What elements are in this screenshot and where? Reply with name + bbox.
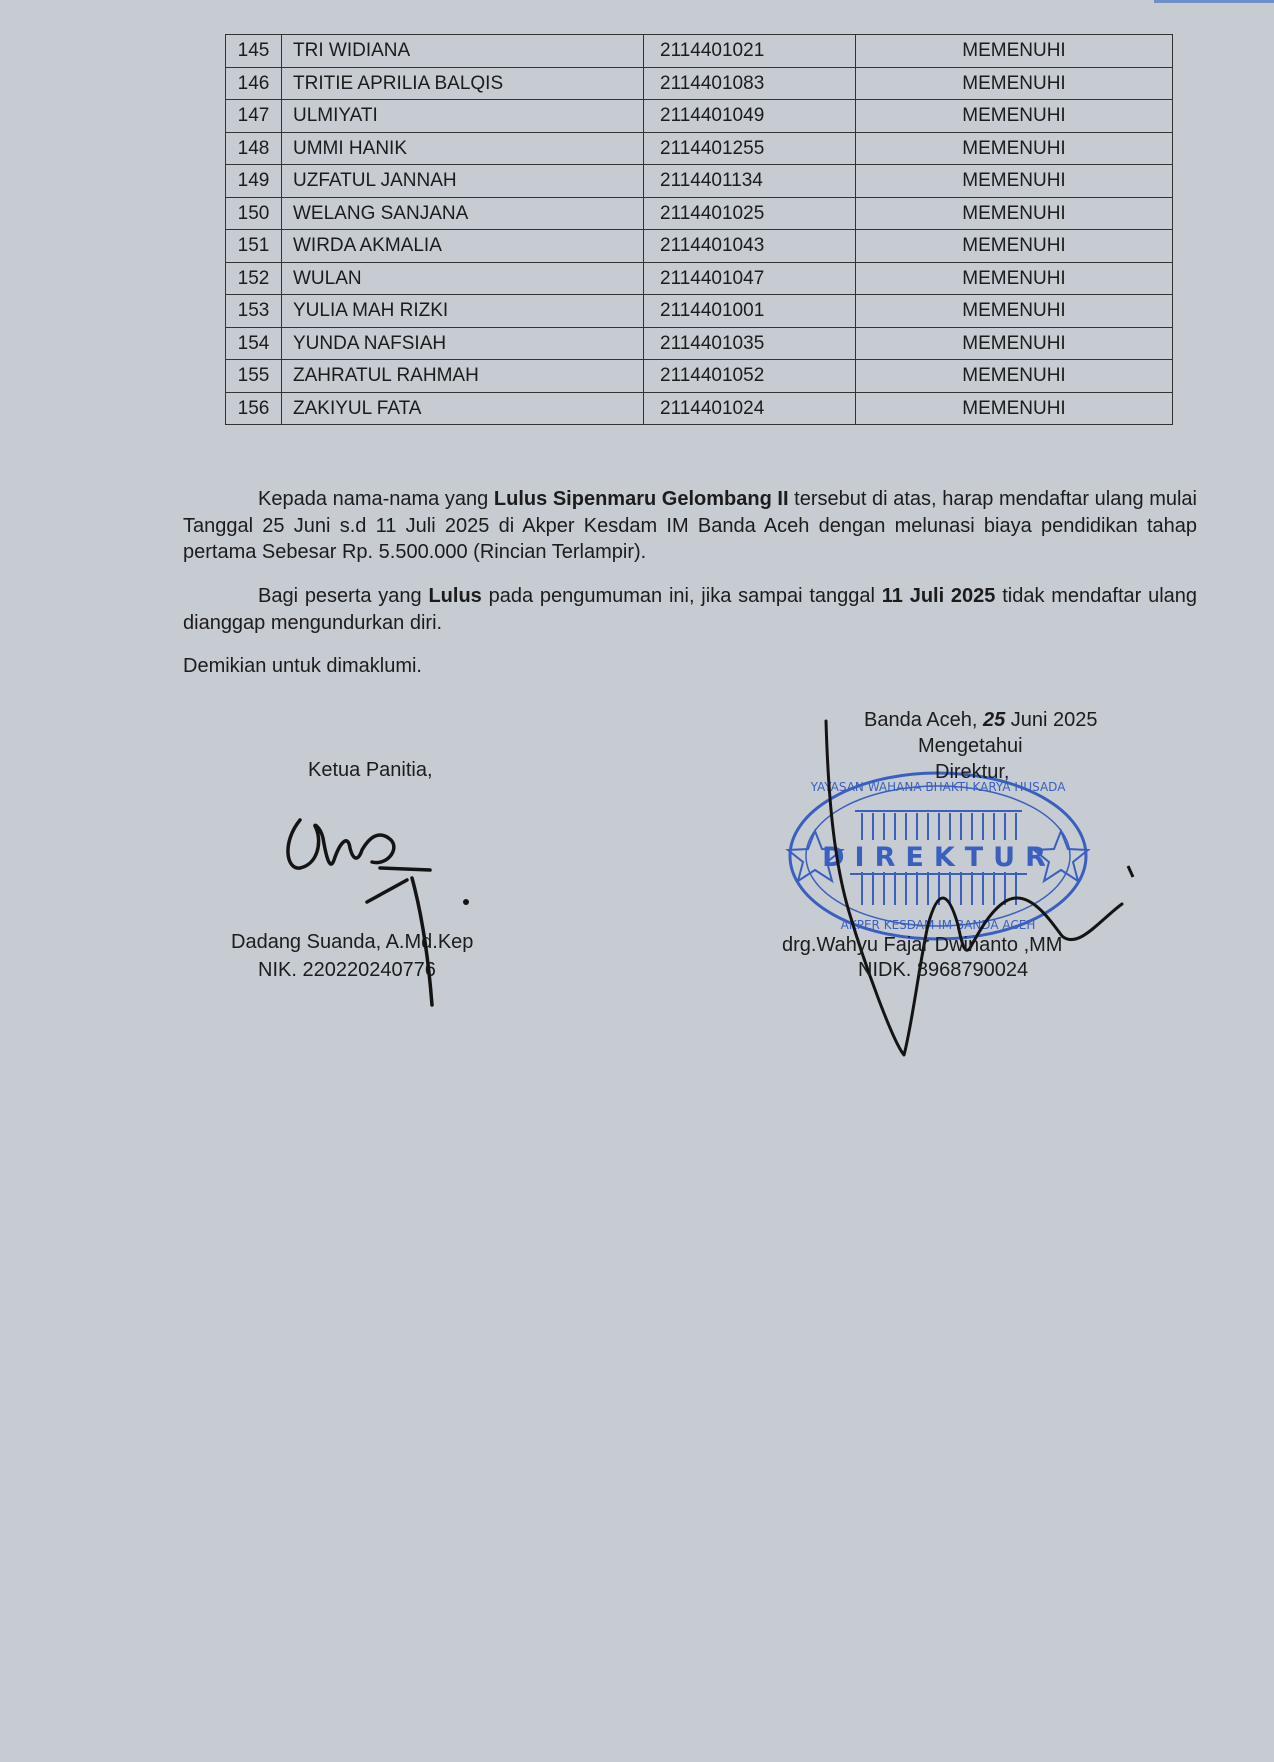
status-cell: MEMENUHI: [856, 35, 1173, 68]
table-row: [226, 360, 1173, 393]
status-cell: MEMENUHI: [856, 327, 1173, 360]
status-cell: MEMENUHI: [856, 360, 1173, 393]
student-name: WIRDA AKMALIA: [282, 230, 644, 263]
director-name: drg.Wahyu Fajar Dwinanto ,MM: [782, 934, 1063, 956]
director-label: Direktur,: [935, 761, 1010, 783]
student-name: ULMIYATI: [282, 100, 644, 133]
place-text: Banda Aceh,: [864, 709, 983, 731]
table-row: [226, 230, 1173, 263]
results-table-body: [226, 35, 1173, 425]
row-number: 152: [226, 262, 282, 295]
student-name: TRITIE APRILIA BALQIS: [282, 67, 644, 100]
row-number: 150: [226, 197, 282, 230]
student-id: 2114401052: [644, 360, 856, 393]
paragraph-bold-text: Lulus Sipenmaru Gelombang II: [493, 488, 789, 510]
committee-chair-label: Ketua Panitia,: [308, 759, 433, 781]
table-row: [226, 67, 1173, 100]
signature-mark: [1128, 866, 1133, 877]
student-name: ZAHRATUL RAHMAH: [282, 360, 644, 393]
paragraph-text: Kepada nama-nama yang: [258, 488, 494, 510]
row-number: 148: [226, 132, 282, 165]
status-cell: MEMENUHI: [856, 67, 1173, 100]
row-number: 146: [226, 67, 282, 100]
row-number: 149: [226, 165, 282, 198]
table-row: [226, 327, 1173, 360]
acknowledged-label: Mengetahui: [918, 735, 1023, 757]
paragraph-text: tidak mendaftar ulang dianggap mengundurkan diri.: [183, 585, 1198, 634]
status-cell: MEMENUHI: [856, 132, 1173, 165]
student-id: 2114401035: [644, 327, 856, 360]
closing-line: Demikian untuk dimaklumi.: [183, 655, 422, 677]
top-edge-line: [1154, 0, 1274, 3]
date-day: 25: [982, 709, 1006, 731]
student-name: UZFATUL JANNAH: [282, 165, 644, 198]
row-number: 153: [226, 295, 282, 328]
student-id: 2114401024: [644, 392, 856, 425]
student-name: ZAKIYUL FATA: [282, 392, 644, 425]
table-row: [226, 262, 1173, 295]
status-cell: MEMENUHI: [856, 295, 1173, 328]
student-id: 2114401255: [644, 132, 856, 165]
paragraph-bold-text: 11 Juli 2025: [881, 585, 996, 607]
row-number: 156: [226, 392, 282, 425]
paragraph-bold-text: Lulus: [428, 585, 482, 607]
student-id: 2114401047: [644, 262, 856, 295]
student-name: UMMI HANIK: [282, 132, 644, 165]
student-name: TRI WIDIANA: [282, 35, 644, 68]
student-name: WULAN: [282, 262, 644, 295]
official-stamp: [788, 773, 1088, 939]
student-name: YULIA MAH RIZKI: [282, 295, 644, 328]
signature-dot: [463, 899, 469, 905]
table-row: [226, 197, 1173, 230]
table-row: [226, 392, 1173, 425]
stamp-bottom-text: AKPER KESDAM IM BANDA ACEH: [840, 918, 1036, 932]
status-cell: MEMENUHI: [856, 392, 1173, 425]
paragraph-text: pada pengumuman ini, jika sampai tanggal: [481, 585, 882, 607]
row-number: 147: [226, 100, 282, 133]
paragraph-text: Bagi peserta yang: [258, 585, 429, 607]
row-number: 154: [226, 327, 282, 360]
table-row: [226, 132, 1173, 165]
row-number: 145: [226, 35, 282, 68]
table-row: [226, 35, 1173, 68]
student-id: 2114401134: [644, 165, 856, 198]
committee-chair-nik: NIK. 220220240776: [258, 959, 436, 981]
row-number: 155: [226, 360, 282, 393]
status-cell: MEMENUHI: [856, 197, 1173, 230]
student-id: 2114401025: [644, 197, 856, 230]
table-row: [226, 295, 1173, 328]
row-number: 151: [226, 230, 282, 263]
notice-paragraph: [183, 583, 1197, 636]
date-rest: Juni 2025: [1005, 709, 1098, 731]
committee-chair-name: Dadang Suanda, A.Md.Kep: [231, 931, 474, 953]
paragraph-text: tersebut di atas, harap mendaftar ulang mulai Tanggal 25 Juni s.d 11 Juli 2025 di Akper Kesdam IM Banda Aceh dengan melunasi biaya pendidikan tahap pertama Sebesar Rp. 5.500.000 (Rincian Terlampir).: [183, 488, 1197, 563]
student-name: WELANG SANJANA: [282, 197, 644, 230]
status-cell: MEMENUHI: [856, 100, 1173, 133]
student-name: YUNDA NAFSIAH: [282, 327, 644, 360]
table-row: [226, 165, 1173, 198]
student-id: 2114401049: [644, 100, 856, 133]
announcement-paragraph: [183, 486, 1197, 566]
table-row: [226, 100, 1173, 133]
status-cell: MEMENUHI: [856, 230, 1173, 263]
stamp-center-text: DIREKTUR: [822, 842, 1056, 873]
student-id: 2114401021: [644, 35, 856, 68]
director-nidk: NIDK. 8968790024: [858, 959, 1029, 981]
status-cell: MEMENUHI: [856, 262, 1173, 295]
place-date-line: [864, 708, 1098, 733]
student-id: 2114401043: [644, 230, 856, 263]
status-cell: MEMENUHI: [856, 165, 1173, 198]
student-id: 2114401001: [644, 295, 856, 328]
stamp-top-text: YAYASAN WAHANA BHAKTI KARYA HUSADA: [810, 780, 1066, 794]
results-table: [225, 34, 1173, 425]
student-id: 2114401083: [644, 67, 856, 100]
